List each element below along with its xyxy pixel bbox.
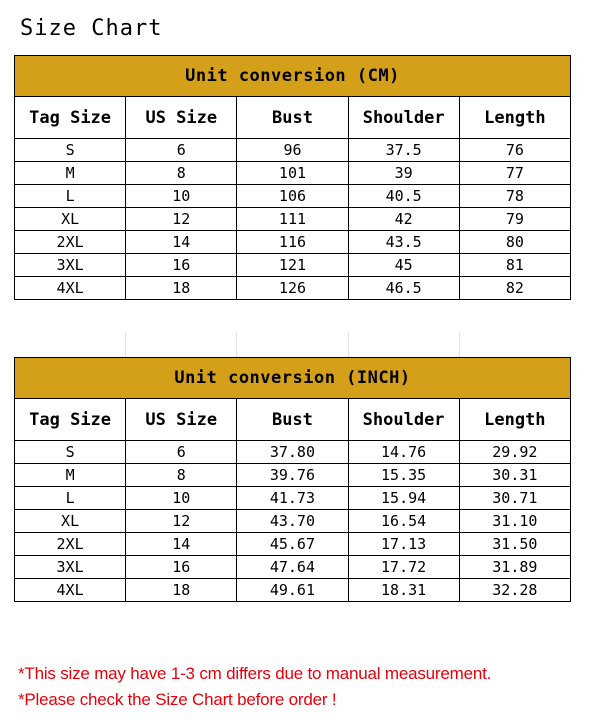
bust-cell: 111 (237, 208, 348, 231)
check-chart-note: *Please check the Size Chart before order ! (18, 690, 337, 709)
shoulder-cell: 16.54 (348, 510, 459, 533)
bust-cell: 37.80 (237, 441, 348, 464)
us-size-cell: 12 (126, 208, 237, 231)
cm-table-banner: Unit conversion (CM) (15, 56, 571, 97)
tag-size-cell: 2XL (15, 533, 126, 556)
tag-size-cell: XL (15, 208, 126, 231)
tag-size-cell: S (15, 441, 126, 464)
us-size-cell: 18 (126, 579, 237, 602)
us-size-cell: 10 (126, 185, 237, 208)
length-cell: 31.50 (459, 533, 570, 556)
bust-cell: 116 (237, 231, 348, 254)
us-size-cell: 8 (126, 464, 237, 487)
length-cell: 29.92 (459, 441, 570, 464)
table-row (15, 510, 571, 533)
shoulder-cell: 14.76 (348, 441, 459, 464)
bust-cell: 121 (237, 254, 348, 277)
column-header-shoulder: Shoulder (348, 97, 459, 139)
bust-cell: 41.73 (237, 487, 348, 510)
inch-size-table (14, 357, 571, 602)
tag-size-cell: 3XL (15, 254, 126, 277)
table-row (15, 464, 571, 487)
bust-cell: 49.61 (237, 579, 348, 602)
us-size-cell: 16 (126, 254, 237, 277)
page-title: Size Chart (20, 16, 163, 41)
tag-size-cell: S (15, 139, 126, 162)
column-header-bust: Bust (237, 97, 348, 139)
shoulder-cell: 17.13 (348, 533, 459, 556)
inch-table-body (15, 441, 571, 602)
column-header-length: Length (459, 399, 570, 441)
table-row (15, 533, 571, 556)
column-header-bust: Bust (237, 399, 348, 441)
tag-size-cell: XL (15, 510, 126, 533)
tag-size-cell: M (15, 162, 126, 185)
table-row (15, 208, 571, 231)
bust-cell: 39.76 (237, 464, 348, 487)
us-size-cell: 8 (126, 162, 237, 185)
bust-cell: 126 (237, 277, 348, 300)
shoulder-cell: 37.5 (348, 139, 459, 162)
length-cell: 79 (459, 208, 570, 231)
us-size-cell: 6 (126, 139, 237, 162)
table-row (15, 231, 571, 254)
length-cell: 30.71 (459, 487, 570, 510)
shoulder-cell: 46.5 (348, 277, 459, 300)
length-cell: 77 (459, 162, 570, 185)
bust-cell: 47.64 (237, 556, 348, 579)
us-size-cell: 10 (126, 487, 237, 510)
length-cell: 76 (459, 139, 570, 162)
tag-size-cell: 4XL (15, 579, 126, 602)
bust-cell: 106 (237, 185, 348, 208)
length-cell: 31.89 (459, 556, 570, 579)
tag-size-cell: 2XL (15, 231, 126, 254)
tag-size-cell: 3XL (15, 556, 126, 579)
length-cell: 30.31 (459, 464, 570, 487)
column-header-us-size: US Size (126, 97, 237, 139)
length-cell: 80 (459, 231, 570, 254)
column-header-tag-size: Tag Size (15, 97, 126, 139)
column-header-shoulder: Shoulder (348, 399, 459, 441)
shoulder-cell: 43.5 (348, 231, 459, 254)
cm-table-body (15, 139, 571, 300)
table-row (15, 556, 571, 579)
column-header-length: Length (459, 97, 570, 139)
column-header-tag-size: Tag Size (15, 399, 126, 441)
tag-size-cell: L (15, 487, 126, 510)
shoulder-cell: 45 (348, 254, 459, 277)
us-size-cell: 14 (126, 231, 237, 254)
tag-size-cell: 4XL (15, 277, 126, 300)
cm-size-table (14, 55, 571, 300)
shoulder-cell: 15.35 (348, 464, 459, 487)
table-row (15, 441, 571, 464)
length-cell: 82 (459, 277, 570, 300)
table-row (15, 254, 571, 277)
shoulder-cell: 17.72 (348, 556, 459, 579)
size-disclaimer-note: *This size may have 1-3 cm differs due to manual measurement. (18, 664, 492, 683)
bust-cell: 45.67 (237, 533, 348, 556)
us-size-cell: 18 (126, 277, 237, 300)
length-cell: 32.28 (459, 579, 570, 602)
inch-table-banner: Unit conversion (INCH) (15, 358, 571, 399)
shoulder-cell: 40.5 (348, 185, 459, 208)
table-row (15, 139, 571, 162)
shoulder-cell: 42 (348, 208, 459, 231)
tag-size-cell: L (15, 185, 126, 208)
shoulder-cell: 39 (348, 162, 459, 185)
table-row (15, 277, 571, 300)
table-row (15, 579, 571, 602)
shoulder-cell: 15.94 (348, 487, 459, 510)
tag-size-cell: M (15, 464, 126, 487)
us-size-cell: 6 (126, 441, 237, 464)
bust-cell: 43.70 (237, 510, 348, 533)
table-row (15, 185, 571, 208)
column-header-us-size: US Size (126, 399, 237, 441)
us-size-cell: 16 (126, 556, 237, 579)
us-size-cell: 12 (126, 510, 237, 533)
table-row (15, 487, 571, 510)
bust-cell: 101 (237, 162, 348, 185)
shoulder-cell: 18.31 (348, 579, 459, 602)
length-cell: 78 (459, 185, 570, 208)
length-cell: 81 (459, 254, 570, 277)
us-size-cell: 14 (126, 533, 237, 556)
length-cell: 31.10 (459, 510, 570, 533)
bust-cell: 96 (237, 139, 348, 162)
table-row (15, 162, 571, 185)
table-gap (14, 332, 571, 357)
